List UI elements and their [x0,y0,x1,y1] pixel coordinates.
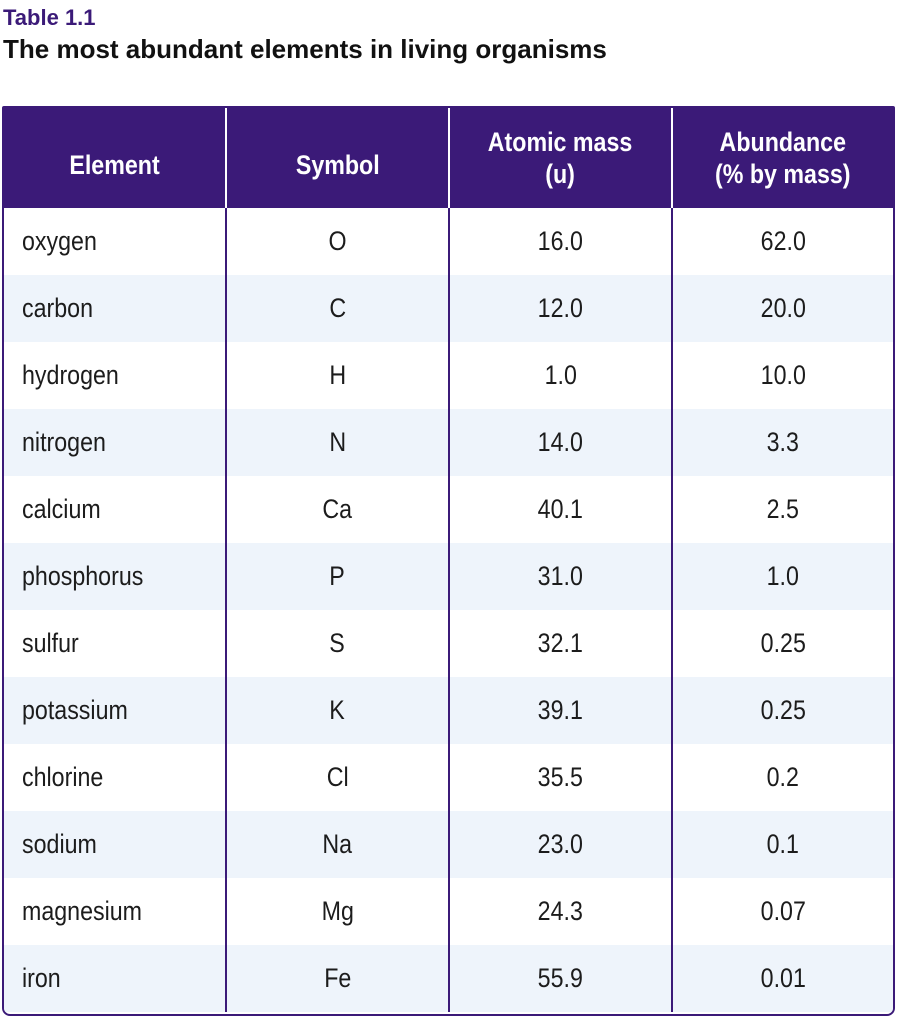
table-row [4,610,893,677]
header-abundance-line2: (% by mass) [715,159,851,189]
abundance-cell-value: 0.25 [760,695,806,725]
abundance-cell [672,208,893,275]
table-row [4,208,893,275]
element-cell-value: iron [22,963,61,993]
symbol-cell-value: P [329,561,346,591]
element-cell [4,476,226,543]
abundance-cell [672,409,893,476]
header-abundance [672,108,893,208]
header-row [4,108,893,208]
header-atomic-mass [449,108,672,208]
abundance-cell [672,476,893,543]
element-cell-value: hydrogen [22,360,119,390]
atomic-mass-cell [449,878,672,945]
abundance-cell [672,744,893,811]
symbol-cell-value: Na [322,829,353,859]
symbol-cell [226,208,449,275]
symbol-cell [226,275,449,342]
symbol-cell [226,811,449,878]
abundance-cell [672,543,893,610]
atomic-mass-cell [449,744,672,811]
table-row [4,543,893,610]
table-label: Table 1.1 [3,5,96,30]
abundance-cell-value: 0.01 [760,963,806,993]
element-cell [4,409,226,476]
atomic-mass-cell-value: 24.3 [537,896,584,926]
symbol-cell-value: O [328,226,347,256]
abundance-cell [672,275,893,342]
table-header [4,108,893,208]
symbol-cell [226,744,449,811]
symbol-cell-value: Mg [321,896,354,926]
atomic-mass-cell-value: 32.1 [537,628,584,658]
atomic-mass-cell-value: 14.0 [537,427,584,457]
symbol-cell [226,945,449,1012]
abundance-cell-value: 0.07 [760,896,806,926]
abundance-cell [672,677,893,744]
symbol-cell [226,610,449,677]
abundance-cell-value: 2.5 [766,494,800,524]
abundance-cell-value: 1.0 [766,561,800,591]
abundance-cell [672,811,893,878]
abundance-cell [672,610,893,677]
atomic-mass-cell [449,275,672,342]
element-cell [4,275,226,342]
abundance-cell-value: 20.0 [760,293,806,323]
table-caption [3,4,607,66]
symbol-cell-value: S [329,628,346,658]
atomic-mass-cell [449,945,672,1012]
atomic-mass-cell [449,208,672,275]
element-cell [4,878,226,945]
abundance-cell-value: 10.0 [760,360,806,390]
header-atomic-mass-label [488,126,633,190]
atomic-mass-cell-value: 55.9 [537,963,584,993]
table-row [4,945,893,1012]
abundance-cell-value: 0.1 [766,829,800,859]
atomic-mass-cell-value: 1.0 [544,360,577,390]
symbol-cell [226,342,449,409]
atomic-mass-cell [449,476,672,543]
symbol-cell [226,878,449,945]
table-row [4,811,893,878]
element-cell-value: carbon [22,293,94,323]
atomic-mass-cell-value: 39.1 [537,695,584,725]
abundance-cell-value: 62.0 [760,226,806,256]
element-cell [4,677,226,744]
element-cell [4,610,226,677]
atomic-mass-cell-value: 23.0 [537,829,584,859]
element-cell [4,744,226,811]
element-cell-value: sulfur [22,628,79,658]
atomic-mass-cell [449,342,672,409]
header-symbol-label: Symbol [295,150,380,180]
atomic-mass-cell-value: 40.1 [537,494,584,524]
table-row [4,744,893,811]
elements-table-grid [4,108,893,1012]
element-cell-value: calcium [22,494,101,524]
symbol-cell [226,543,449,610]
header-element [4,108,226,208]
abundance-cell [672,342,893,409]
symbol-cell [226,409,449,476]
symbol-cell [226,677,449,744]
element-cell-value: potassium [22,695,128,725]
table-row [4,275,893,342]
symbol-cell-value: H [329,360,346,390]
element-cell [4,945,226,1012]
table-row [4,677,893,744]
abundance-cell-value: 3.3 [766,427,800,457]
element-cell-value: oxygen [22,226,97,256]
element-cell-value: sodium [22,829,97,859]
atomic-mass-cell-value: 12.0 [537,293,584,323]
element-cell [4,208,226,275]
symbol-cell [226,476,449,543]
abundance-cell [672,878,893,945]
atomic-mass-cell [449,409,672,476]
symbol-cell-value: K [329,695,346,725]
element-cell [4,543,226,610]
element-cell-value: nitrogen [22,427,106,457]
symbol-cell-value: Ca [322,494,353,524]
table-row [4,476,893,543]
element-cell-value: magnesium [22,896,143,926]
symbol-cell-value: Cl [326,762,349,792]
symbol-cell-value: C [329,293,346,323]
elements-table [2,106,895,1016]
table-title: The most abundant elements in living organisms [3,34,607,64]
abundance-cell [672,945,893,1012]
element-cell [4,342,226,409]
header-abundance-label [715,126,851,190]
atomic-mass-cell-value: 16.0 [537,226,584,256]
atomic-mass-cell [449,610,672,677]
element-cell-value: phosphorus [22,561,144,591]
symbol-cell-value: Fe [323,963,352,993]
table-body [4,208,893,1012]
atomic-mass-cell-value: 35.5 [537,762,584,792]
atomic-mass-cell-value: 31.0 [537,561,584,591]
element-cell [4,811,226,878]
symbol-cell-value: N [329,427,346,457]
header-abundance-line1: Abundance [719,127,847,157]
table-row [4,878,893,945]
abundance-cell-value: 0.25 [760,628,806,658]
atomic-mass-cell [449,543,672,610]
atomic-mass-cell [449,811,672,878]
abundance-cell-value: 0.2 [766,762,800,792]
header-atomic-mass-line1: Atomic mass [488,127,633,157]
element-cell-value: chlorine [22,762,104,792]
atomic-mass-cell [449,677,672,744]
header-atomic-mass-line2: (u) [545,159,576,189]
header-symbol [226,108,449,208]
table-row [4,409,893,476]
header-element-label: Element [69,150,160,180]
table-row [4,342,893,409]
